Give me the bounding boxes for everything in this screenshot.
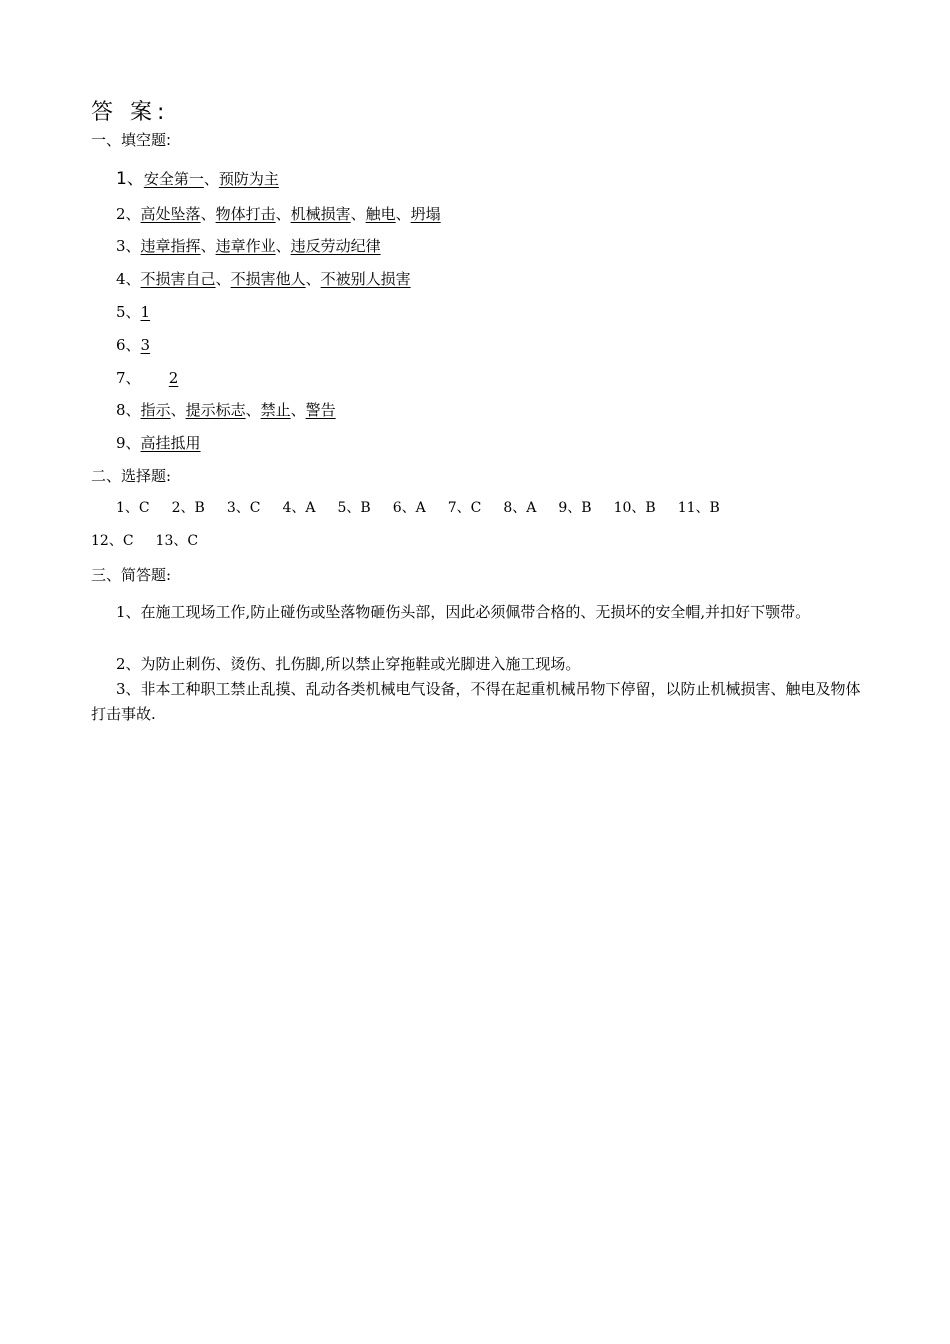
short-answer: 3、非本工种职工禁止乱摸、乱动各类机械电气设备，不得在起重机械吊物下停留，以防止机械损害、触电及物体打击事故. — [91, 680, 861, 723]
choice-answer: 7、C — [447, 500, 482, 516]
fill-item — [116, 301, 150, 323]
fill-item: 1、安全第一、预防为主 — [116, 169, 279, 189]
fill-item-number: 4、 — [116, 270, 141, 288]
choice-answer: 11、B — [677, 500, 720, 516]
fill-answer: 触电 — [365, 205, 396, 223]
fill-item: 2、高处坠落、物体打击、机械损害、触电、坍塌 — [116, 205, 441, 223]
fill-answer: 警告 — [305, 401, 336, 419]
section-heading-short-answer: 三、简答题: — [91, 566, 172, 584]
choice-row — [91, 531, 871, 551]
fill-answer: 安全第一 — [143, 170, 204, 188]
fill-answer: 物体打击 — [215, 205, 276, 223]
fill-answer: 禁止 — [260, 401, 291, 419]
choice-answer: 12、C — [91, 533, 134, 549]
fill-item-number: 5、 — [116, 303, 141, 321]
fill-item-number: 2、 — [116, 205, 141, 223]
choice-answer: 2、B — [171, 500, 205, 516]
choice-answer: 3、C — [226, 500, 261, 516]
choice-answer: 1、C — [116, 500, 150, 516]
section-heading-fill-in: 一、填空题: — [91, 131, 172, 149]
fill-answer: 1 — [140, 303, 151, 321]
fill-answer: 坍塌 — [410, 205, 441, 223]
fill-item-number: 8、 — [116, 401, 141, 419]
fill-answer: 高处坠落 — [140, 205, 201, 223]
choice-answer: 8、A — [503, 500, 537, 516]
choice-answer: 10、B — [613, 500, 656, 516]
fill-item — [116, 367, 207, 389]
fill-item: 3、违章指挥、违章作业、违反劳动纪律 — [116, 237, 381, 255]
choice-answer: 5、B — [337, 500, 371, 516]
fill-answer: 提示标志 — [185, 401, 246, 419]
fill-item-number: 6、 — [116, 336, 141, 354]
section-heading-choice: 二、选择题: — [91, 467, 172, 485]
fill-answer: 3 — [140, 336, 151, 354]
fill-item — [116, 432, 201, 454]
fill-item-number: 7、 — [116, 369, 141, 387]
fill-item — [116, 334, 150, 356]
fill-answer: 不损害他人 — [230, 270, 306, 288]
fill-answer: 高挂抵用 — [140, 434, 201, 452]
fill-item: 8、指示、提示标志、禁止、警告 — [116, 401, 336, 419]
fill-answer: 不被别人损害 — [320, 270, 411, 288]
choice-answer: 9、B — [558, 500, 592, 516]
fill-answer: 机械损害 — [290, 205, 351, 223]
choice-answer: 13、C — [155, 533, 199, 549]
fill-item-number: 3、 — [116, 237, 141, 255]
fill-answer: 不损害自己 — [140, 270, 216, 288]
fill-answer: 违反劳动纪律 — [290, 237, 381, 255]
fill-answer: 指示 — [140, 401, 171, 419]
fill-item-number: 1、 — [116, 169, 144, 189]
choice-row — [91, 498, 871, 531]
short-answer: 2、为防止刺伤、烫伤、扎伤脚,所以禁止穿拖鞋或光脚进入施工现场。 — [116, 655, 581, 673]
fill-item-number: 9、 — [116, 434, 141, 452]
choice-answer: 4、A — [282, 500, 316, 516]
fill-answer: 预防为主 — [218, 170, 279, 188]
fill-answer: 违章指挥 — [140, 237, 201, 255]
fill-item: 4、不损害自己、不损害他人、不被别人损害 — [116, 270, 411, 288]
choice-answers — [91, 498, 871, 551]
short-answer: 1、在施工现场工作,防止碰伤或坠落物砸伤头部，因此必须佩带合格的、无损坏的安全帽,并扣好下颚带。 — [116, 603, 811, 621]
fill-answer: 违章作业 — [215, 237, 276, 255]
page-title: 答 案: — [91, 100, 170, 125]
choice-answer: 6、A — [392, 500, 426, 516]
fill-answer: 2 — [168, 369, 179, 387]
